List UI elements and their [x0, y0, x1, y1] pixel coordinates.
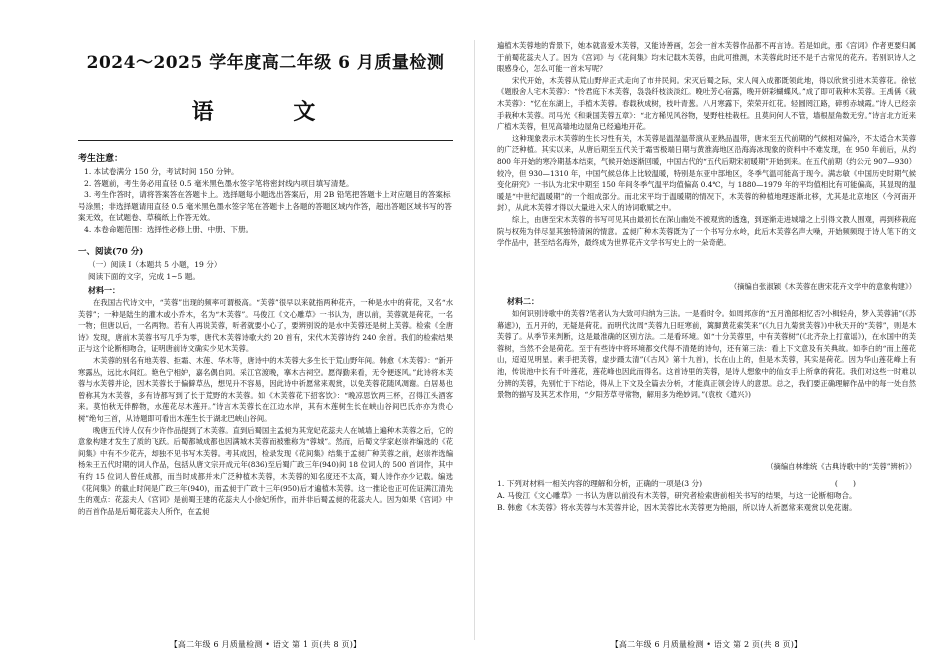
paragraph: 宋代开始，木芙蓉从荒山野岸正式走向了市井民间。宋灭后蜀之际，宋人闯入成都既领此地，得以欣赏引进木芙蓉花。徐铉《题殷舍人宅木芙蓉》：“怜君庭下木芙蓉，袅袅纤枝淡淡红。晚吐芳心宿露，晚开妍彩蝴蝶风。”成了即可栽种木芙蓉。王禹偁《栽木芙蓉》：“忆在东湖上，手植木芙蓉。春载秋成树，枝叶青葱。八月寒露下，荣荣开红花。轻圆罔江路，碎剪赤城霞。”诗人已经亲手栽种木芙蓉。司马光《和秉国芙蓉五章》：“北方稀见风谷物，旻野柱桂栽枉。且莫问何人不管，墙根屋角数无穷。”诗言北方近来广植木芙蓉，但见高墙地边屋角已经遍地开花。 — [497, 75, 916, 132]
subject-title: 语 文 — [191, 99, 352, 125]
material1-label: 材料一： — [88, 285, 120, 295]
paragraph: 木芙蓉的别名有地芙蓉、拒霜、木莲、华木等，唐诗中的木芙蓉大多生长于荒山野年间。韩愈《木芙蓉》：“新开寒露丛，远比水间红。艳色宁相妒，嘉名偶自同。采江官渡晚，搴木古祠空。愿得勤来看，无令便逐风。”此诗将木芙蓉与水芙蓉并论，因木芙蓉长于偏僻草丛，想见升不容易，因此诗中祈愿常来观赏，以免芙蓉花随风凋谢。白居易也曾称其为木芙蓉，多有诗都写到了长于荒野的木芙蓉。如《木芙蓉花下招客饮》：“晚凉思饮两三杯，召得江头酒客来。莫怕秋无伴醉物，水莲花尽木莲开。”诗言木芙蓉长在江边水岸，其有木莲树生长在峡山谷间巴氏亦亦为贵心树”绝句三首，从诗题即可看出木莲生长于湖北巴峡山谷间。 — [78, 355, 453, 423]
paragraph: 如何识别诗歌中的芙蓉?笔者认为大致可归纳为三法。一是看时令。如周邦彦的“五月渔郎相忆否?小楫轻舟，梦入芙蓉浦”(《苏幕遮》)，五月开的，无疑是荷花。而明代沈周“芙蓉九日旺寒前，篱脚黄花索笑来”(《九日九菊赏芙蓉》)中秋天开的“芙蓉”，则是木芙蓉了。从季节来判断，这是最准确的区别方法。二是看环境。如“十分芙蓉里，中有芙蓉树”(《北齐杂上打童谣》)，在水国中的芙蓉树，当然不会是荷花。至于有些诗中将环境都交代得不清楚的诗句，还有第三法：看上下文意及有关典故。如李白的“而上莲花山，迢迢见明星。素手把芙蓉，虚步蹑太清”(《古风》第十九首)，长在山上的，但是木芙蓉，其实是荷花。因为华山莲花峰上有池，传说池中长有千叶莲花，莲花峰也因此而得名。这首诗里的芙蓉，是诗人想象中的仙女手上所拿的荷花。我们对这些一时难以分辨的芙蓉，先别忙于下结论，得从上下文及全篇去分析，才能真正领会诗人的意思。总之，我们要正确理解作品中的每一处自然景物的描写及其艺术作用，“夕阳芳草寻常物，解用多为绝妙词。”(袁枚《遣兴》) — [497, 309, 916, 400]
notice-heading: 考生注意： — [78, 154, 124, 164]
section-heading: 一、阅读(70 分) — [78, 247, 144, 257]
paragraph: 遍植木芙蓉地的背景下，她本就喜爱木芙蓉，又能诗善画，怎会一首木芙蓉作品都不再言诗。若是如此，那《宫词》作者更要归属于前蜀花蕊夫人了。因为《宫词》与《花间集》均未记载木芙蓉，由此可推测，木芙蓉此时还不是千古常见的花卉。若别识诗人之眼感身心，怎么可能一首未写呢？ — [497, 41, 916, 74]
paragraph: 晚唐五代诗人仅有少许作品提到了木芙蓉。直到后蜀国主孟昶为其宠妃花蕊夫人在城墙上遍种木芙蓉之后，它的意象构建才发生了质的飞跃。后蜀都城成都也因满城木芙蓉而被雅称为“蓉城”。然而，后蜀文学家赵崇祚编选的《花间集》中有不少花卉，却独不见书写木芙蓉。考其成因，检录发现《花间集》结集于孟昶广种芙蓉之前，赵崇祚选编杨朱王五代时期的词人作品，包括从唐文宗开成元年(836)至后蜀广政三年(940)间 18 位词人的 500 首词作，其中有约 15 位词人曾任成都，而当时成都并未广泛种植木芙蓉，木芙蓉的知名度还不太高，蜀人诗作亦少记载。编选《花间集》的截止时间是广政三年(940)，而孟昶于广政十三年(950)后才遍植木芙蓉。这一推论也正可佐证满江清先生的观点：花蕊夫人《宫词》是前蜀王建的花蕊夫人小徐妃所作，而并非后蜀孟昶的花蕊夫人。因为如果《宫词》中的百首作品是后蜀花蕊夫人所作，在孟昶 — [78, 425, 453, 516]
option-b: B. 韩愈《木芙蓉》将水芙蓉与木芙蓉并论，因木芙蓉比水芙蓉更为艳丽，所以诗人祈愿常来观赏以免花谢。 — [497, 503, 857, 513]
notice-item: 3. 考生作答时，请将答案答在答题卡上。选择题每小题选出答案后，用 2B 铅笔把答题卡上对应题目的答案标号涂黑；非选择题请用直径 0.5 毫米黑色墨水签字笔在答题卡上各题的答题区域内作答，超出答题区域书写的答案无效，在试题卷、草稿纸上作答无效。 — [78, 190, 452, 222]
paragraph: 这种现象表示木芙蓉的生长习性有关，木芙蓉是温湿温带演从亚熟品温带，唐末至五代前期的气候相对偏冷，不太适合木芙蓉的广泛种植。其实以来，从唐后期至五代关于霜雪极端日期与黄淮海地区沿海海冰现象的资料中不难发现，在 950 年前后，从约 800 年开始的寒冷期基本结束，气候开始逐渐回暖，中国古代的“五代后期宋初暖期”开始到来。在五代前期（约公元 907—930）较冷，但 930—1310 年，中国气候总体上比较温暖，特别是东亚中部地区，冬季气温可能高于现今。满志敏《中国历史时期气候变化研究》一书认为北宋中期至 150 年间冬季气温平均值偏高 0.4℃，与 1880—1979 年的平均值相比有可能偏高，其显现的温暖是“中世纪温暖期”的一个组成部分。而北宋平均于温暖期的情况下，木芙蓉的种植地理逐渐北移，尤其是北京地区（今河南开封），从此木芙蓉才得以大量进入宋人的诗词歌赋之中。 — [497, 133, 916, 213]
question-1 — [497, 478, 916, 490]
material1-continued — [497, 40, 916, 280]
paragraph: 综上，由唐至宋木芙蓉的书写可见其由最初长在深山幽处不被观赏的透逸，到逐渐走进城墙之上引得文教人围观，再到移栽庭院与权苑为伴尽显其独特清闲的情意。孟昶广种木芙蓉既为了一个书写分水岭，此后木芙蓉名声大噪，开始频频现于诗人笔下的文学作品中，甚至结名海外，最终成为世界花卉文学书写史上的一朵奇葩。 — [497, 214, 916, 248]
page-footer: 【高二年级 6 月质量检测 • 语文 第 1 页(共 8 页)】 — [169, 640, 362, 649]
right-page — [475, 0, 950, 672]
instruction-text: 阅读下面的文字，完成 1~5 题。 — [88, 271, 200, 281]
material2-body — [497, 308, 916, 460]
source-citation: （摘编自林维统《古典诗歌中的“芙蓉”辨析》） — [766, 462, 916, 471]
question-text: 1. 下列对材料一相关内容的理解和分析，正确的一项是(3 分) — [497, 479, 703, 488]
answer-paren: ( ) — [834, 479, 856, 488]
source-citation: （摘编自张淑颖《木芙蓉在唐宋花卉文学中的意象构建》） — [729, 282, 916, 291]
notice-item: 4. 本卷命题范围：选择性必修上册、中册、下册。 — [84, 224, 254, 234]
notice-item: 1. 本试卷满分 150 分，考试时间 150 分钟。 — [84, 167, 239, 176]
paragraph: 在我国古代诗文中，“芙蓉”出现的频率可谓极高。“芙蓉”很早以来就指两种花卉，一种是水中的荷花，又名“水芙蓉”；一种是陆生的灌木或小乔木，名为“木芙蓉”。马俊江《文心雕草》一书认为，唐以前，芙蓉就是荷花，一名一物；但唐以后，一名两物。若有人再说芙蓉，听者就要小心了，要辨别说的是水中芙蓉还是树上芙蓉。检索《全唐诗》发现，唐前木芙蓉书写几乎为零，唐代木芙蓉诗歌大约 20 首有，宋代木芙蓉诗约 240 余首。我们的检索结果正与这个论断相吻合，证明唐前诗文确实少见木芙蓉。 — [78, 298, 453, 354]
option-a: A. 马俊江《文心雕草》一书认为唐以前没有木芙蓉，研究者检索唐前相关书写的结果，与这一论断相吻合。 — [497, 490, 857, 500]
title-divider — [78, 140, 453, 141]
notice-item: 2. 答题前，考生务必用直径 0.5 毫米黑色墨水签字笔将密封线内项目填写清楚。 — [84, 178, 354, 188]
page-footer: 【高二年级 6 月质量检测 • 语文 第 2 页(共 8 页)】 — [610, 640, 803, 649]
exam-title: 2024～2025 学年度高二年级 6 月质量检测 — [86, 53, 445, 73]
material1-body — [78, 297, 453, 516]
subsection-heading: （一）阅读 Ⅰ（本题共 5 小题，19 分） — [88, 260, 222, 269]
notice-list — [78, 166, 453, 235]
material2-label: 材料二： — [507, 296, 539, 306]
